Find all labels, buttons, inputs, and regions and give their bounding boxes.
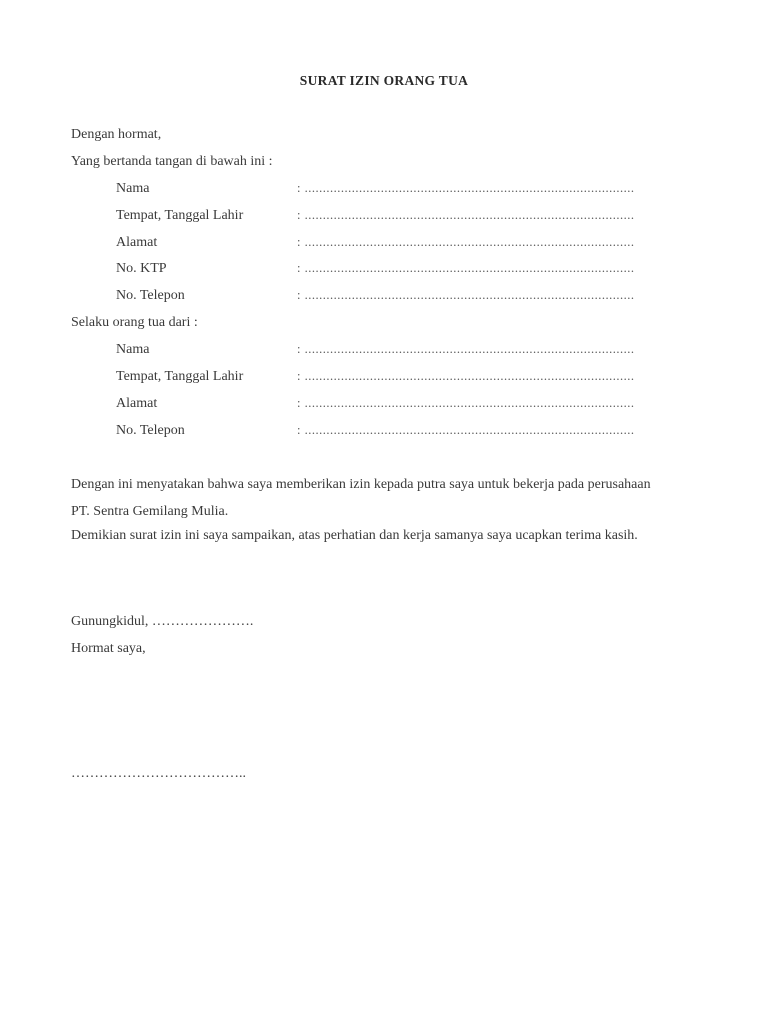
field-blank: : ........................................................................................... [297,396,635,410]
field-blank: : ........................................................................................... [297,369,635,383]
field-blank: : ........................................................................................... [297,208,635,222]
closing-text: Demikian surat izin ini saya sampaikan, atas perhatian dan kerja samanya saya ucapkan terima kasih. [71,528,638,543]
field-blank: : ........................................................................................... [297,181,635,195]
child-field-row [0,423,768,443]
field-label: No. Telepon [116,288,185,303]
statement-paragraph [71,471,711,525]
field-blank: : ........................................................................................... [297,423,635,437]
regards: Hormat saya, [71,641,146,656]
field-label: No. KTP [116,261,167,276]
field-blank: : ........................................................................................... [297,342,635,356]
statement-line: Dengan ini menyatakan bahwa saya memberikan izin kepada putra saya untuk bekerja pada perusahaan [71,477,651,492]
signer-field-row [0,208,768,228]
child-field-row [0,369,768,389]
field-label: Tempat, Tanggal Lahir [116,369,244,384]
child-intro: Selaku orang tua dari : [71,315,198,330]
signer-field-row [0,261,768,281]
field-label: Alamat [116,396,158,411]
signer-intro: Yang bertanda tangan di bawah ini : [71,154,273,169]
field-label: No. Telepon [116,423,185,438]
child-field-row [0,396,768,416]
field-label: Tempat, Tanggal Lahir [116,208,244,223]
field-label: Nama [116,342,150,357]
child-field-row [0,342,768,362]
place-date: Gunungkidul, …………………. [71,614,254,629]
signer-field-row [0,288,768,308]
field-label: Alamat [116,235,158,250]
field-label: Nama [116,181,150,196]
statement-line: PT. Sentra Gemilang Mulia. [71,504,229,519]
letter-title: SURAT IZIN ORANG TUA [299,73,469,88]
field-blank: : ........................................................................................... [297,288,635,302]
signer-field-row [0,181,768,201]
signature-line: ……………………………….. [71,766,246,781]
salutation: Dengan hormat, [71,127,162,142]
field-blank: : ........................................................................................... [297,235,635,249]
signer-field-row [0,235,768,255]
field-blank: : ........................................................................................... [297,261,635,275]
